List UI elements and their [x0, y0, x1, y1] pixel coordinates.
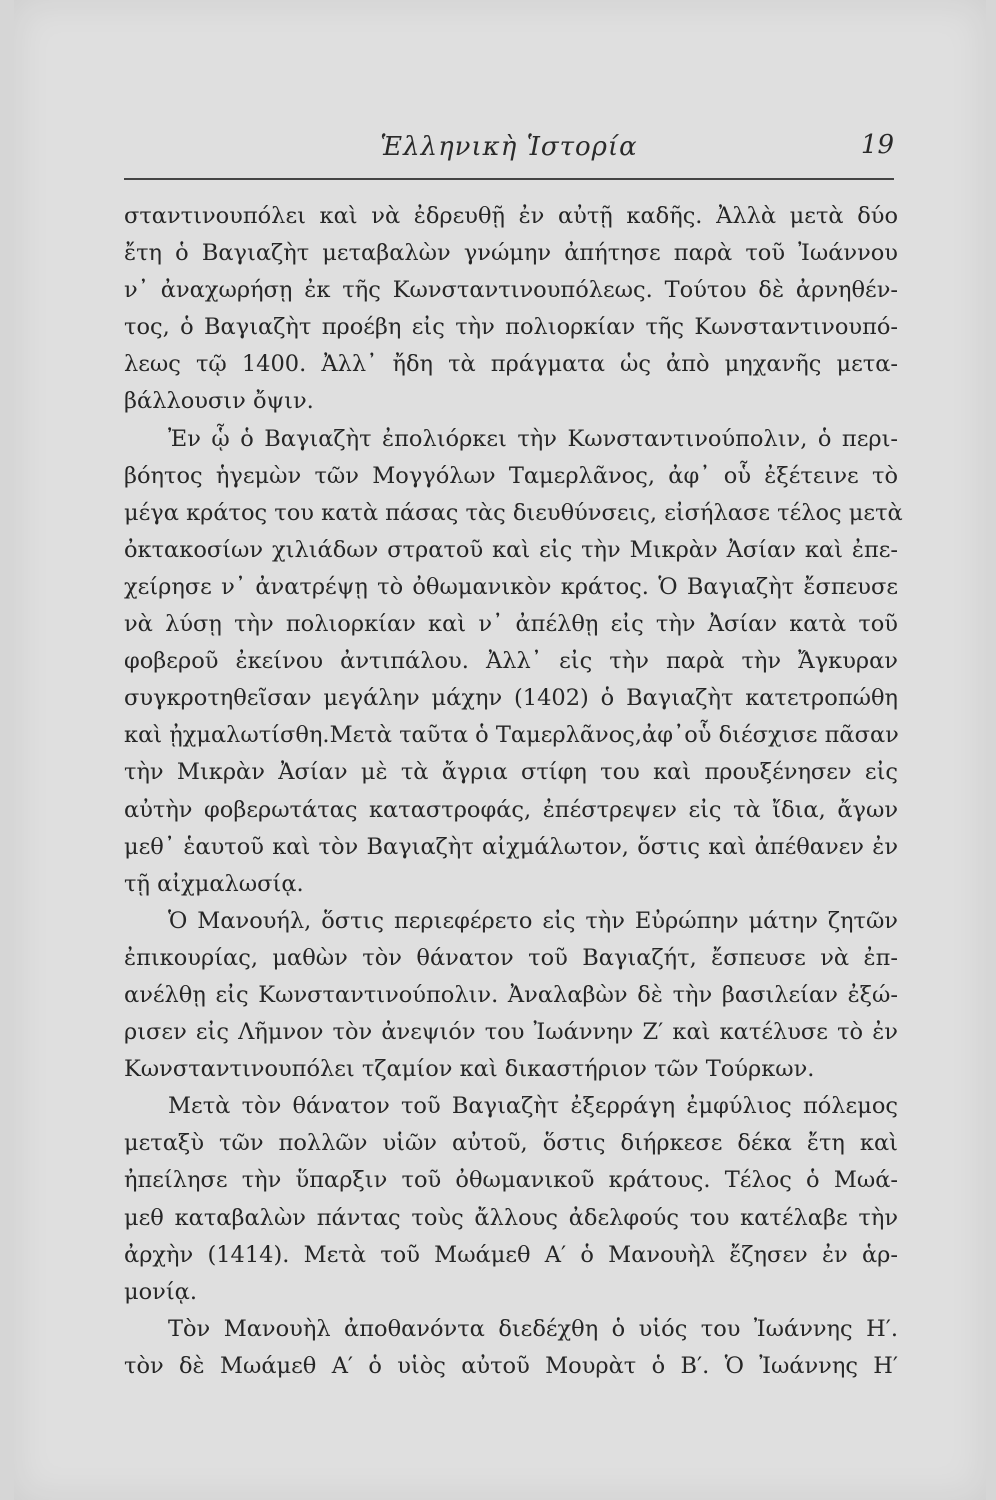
text-line: τῇ αἰχμαλωσίᾳ. — [124, 870, 304, 897]
page-header — [124, 126, 894, 180]
text-line: καὶ ᾐχμαλωτίσθη.Μετὰ ταῦτα ὁ Ταμερλᾶνος,ἀφ᾽οὗ διέσχισε πᾶσαν — [124, 722, 899, 749]
text-line: Τὸν Μανουὴλ ἀποθανόντα διεδέχθη ὁ υἱός του Ἰωάννης Η′. — [168, 1315, 898, 1342]
text-line: ρισεν εἰς Λῆμνον τὸν ἀνεψιόν του Ἰωάννην Ζ′ καὶ κατέλυσε τὸ ἐν — [124, 1019, 898, 1046]
running-title: Ἑλληνικὴ Ἱστορία — [380, 132, 638, 162]
text-line: τὴν Μικρὰν Ἀσίαν μὲ τὰ ἄγρια στίφη του καὶ προυξένησεν εἰς — [124, 759, 898, 786]
text-line: τος, ὁ Βαγιαζὴτ προέβη εἰς τὴν πολιορκίαν τῆς Κωνσταντινουπό- — [124, 314, 898, 341]
text-line: ανέλθῃ εἰς Κωνσταντινούπολιν. Ἀναλαβὼν δὲ τὴν βασιλείαν ἐξώ- — [124, 981, 898, 1008]
text-line: βόητος ἡγεμὼν τῶν Μογγόλων Ταμερλᾶνος, ἀφ᾽ οὗ ἐξέτεινε τὸ — [124, 462, 898, 489]
text-line: νὰ λύσῃ τὴν πολιορκίαν καὶ ν᾽ ἀπέλθῃ εἰς τὴν Ἀσίαν κατὰ τοῦ — [124, 611, 898, 638]
text-line: ἐπικουρίας, μαθὼν τὸν θάνατον τοῦ Βαγιαζήτ, ἔσπευσε νὰ ἐπ- — [124, 944, 898, 971]
body-text — [124, 198, 903, 1385]
text-line: μεθ καταβαλὼν πάντας τοὺς ἄλλους ἀδελφούς του κατέλαβε τὴν — [124, 1204, 898, 1231]
text-line: ἠπείλησε τὴν ὕπαρξιν τοῦ ὀθωμανικοῦ κράτους. Τέλος ὁ Μωά- — [124, 1167, 898, 1194]
text-line: βάλλουσιν ὄψιν. — [124, 388, 314, 415]
text-line: μονίᾳ. — [124, 1278, 198, 1305]
text-line: φοβεροῦ ἐκείνου ἀντιπάλου. Ἀλλ᾽ εἰς τὴν παρὰ τὴν Ἄγκυραν — [124, 648, 898, 675]
text-line: ν᾽ ἀναχωρήσῃ ἐκ τῆς Κωνσταντινουπόλεως. Τούτου δὲ ἀρνηθέν- — [124, 277, 898, 304]
text-line: συγκροτηθεῖσαν μεγάλην μάχην (1402) ὁ Βαγιαζὴτ κατετροπώθη — [124, 685, 898, 712]
text-line: μεθ᾽ ἑαυτοῦ καὶ τὸν Βαγιαζὴτ αἰχμάλωτον, ὅστις καὶ ἀπέθανεν ἐν — [124, 833, 898, 860]
text-line: τὸν δὲ Μωάμεθ Α′ ὁ υἱὸς αὐτοῦ Μουρὰτ ὁ Β′. Ὁ Ἰωάννης Η′ — [124, 1352, 898, 1379]
text-line: ἔτη ὁ Βαγιαζὴτ μεταβαλὼν γνώμην ἀπήτησε παρὰ τοῦ Ἰωάννου — [124, 240, 898, 267]
text-line: σταντινουπόλει καὶ νὰ ἐδρευθῇ ἐν αὐτῇ καδῆς. Ἀλλὰ μετὰ δύο — [124, 203, 898, 229]
text-line: μέγα κράτος του κατὰ πάσας τὰς διευθύνσεις, εἰσήλασε τέλος μετὰ — [124, 499, 903, 526]
text-line: χείρησε ν᾽ ἀνατρέψῃ τὸ ὀθωμανικὸν κράτος. Ὁ Βαγιαζὴτ ἔσπευσε — [124, 573, 898, 600]
text-line: μεταξὺ τῶν πολλῶν υἱῶν αὐτοῦ, ὅστις διήρκεσε δέκα ἔτη καὶ — [124, 1130, 898, 1157]
text-line: αὐτὴν φοβερωτάτας καταστροφάς, ἐπέστρεψεν εἰς τὰ ἴδια, ἄγων — [124, 796, 898, 823]
text-line: λεως τῷ 1400. Ἀλλ᾽ ἤδη τὰ πράγματα ὡς ἀπὸ μηχανῆς μετα- — [124, 351, 898, 378]
text-line: ἀρχὴν (1414). Μετὰ τοῦ Μωάμεθ Α′ ὁ Μανουὴλ ἔζησεν ἐν ἁρ- — [124, 1241, 898, 1268]
text-line: Ἐν ᾧ ὁ Βαγιαζὴτ ἐπολιόρκει τὴν Κωνσταντινούπολιν, ὁ περι- — [168, 425, 898, 452]
text-line: ὀκτακοσίων χιλιάδων στρατοῦ καὶ εἰς τὴν Μικρὰν Ἀσίαν καὶ ἐπε- — [124, 536, 898, 563]
text-line: Ὁ Μανουήλ, ὅστις περιεφέρετο εἰς τὴν Εὐρώπην μάτην ζητῶν — [168, 907, 898, 934]
text-line: Κωνσταντινουπόλει τζαμίον καὶ δικαστήριον τῶν Τούρκων. — [124, 1056, 815, 1083]
text-line: Μετὰ τὸν θάνατον τοῦ Βαγιαζὴτ ἐξερράγη ἐμφύλιος πόλεμος — [168, 1093, 898, 1120]
book-page — [14, 0, 986, 1500]
page-number: 19 — [860, 130, 894, 160]
